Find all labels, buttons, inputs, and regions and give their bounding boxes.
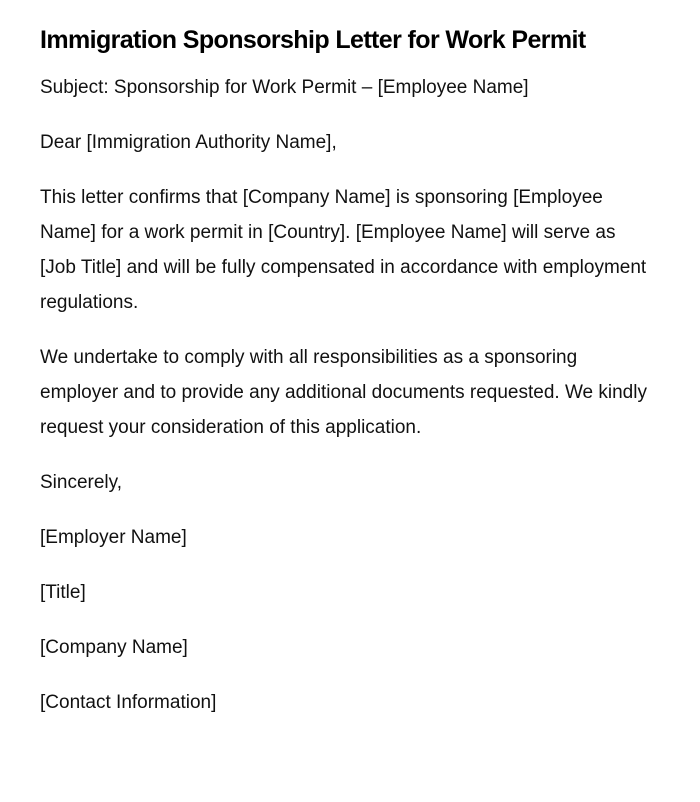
signature-employer-name: [Employer Name]: [40, 527, 187, 548]
letter-document: [40, 22, 650, 740]
signature-contact-information: [Contact Information]: [40, 692, 217, 713]
body-paragraph-confirmation: This letter confirms that [Company Name] is sponsoring [Employee Name] for a work permit in [Country]. [Employee Name] will serve as [Job Title] and will be fully compensated in accordance with employment regulations.: [40, 187, 647, 313]
subject-line: Subject: Sponsorship for Work Permit – [Employee Name]: [40, 77, 529, 98]
closing: Sincerely,: [40, 472, 123, 493]
signature-title: [Title]: [40, 582, 86, 603]
body-paragraph-undertaking: We undertake to comply with all responsibilities as a sponsoring employer and to provide any additional documents requested. We kindly request your consideration of this application.: [40, 347, 647, 438]
signature-company-name: [Company Name]: [40, 637, 188, 658]
document-title: Immigration Sponsorship Letter for Work Permit: [40, 26, 586, 54]
salutation: Dear [Immigration Authority Name],: [40, 132, 337, 153]
